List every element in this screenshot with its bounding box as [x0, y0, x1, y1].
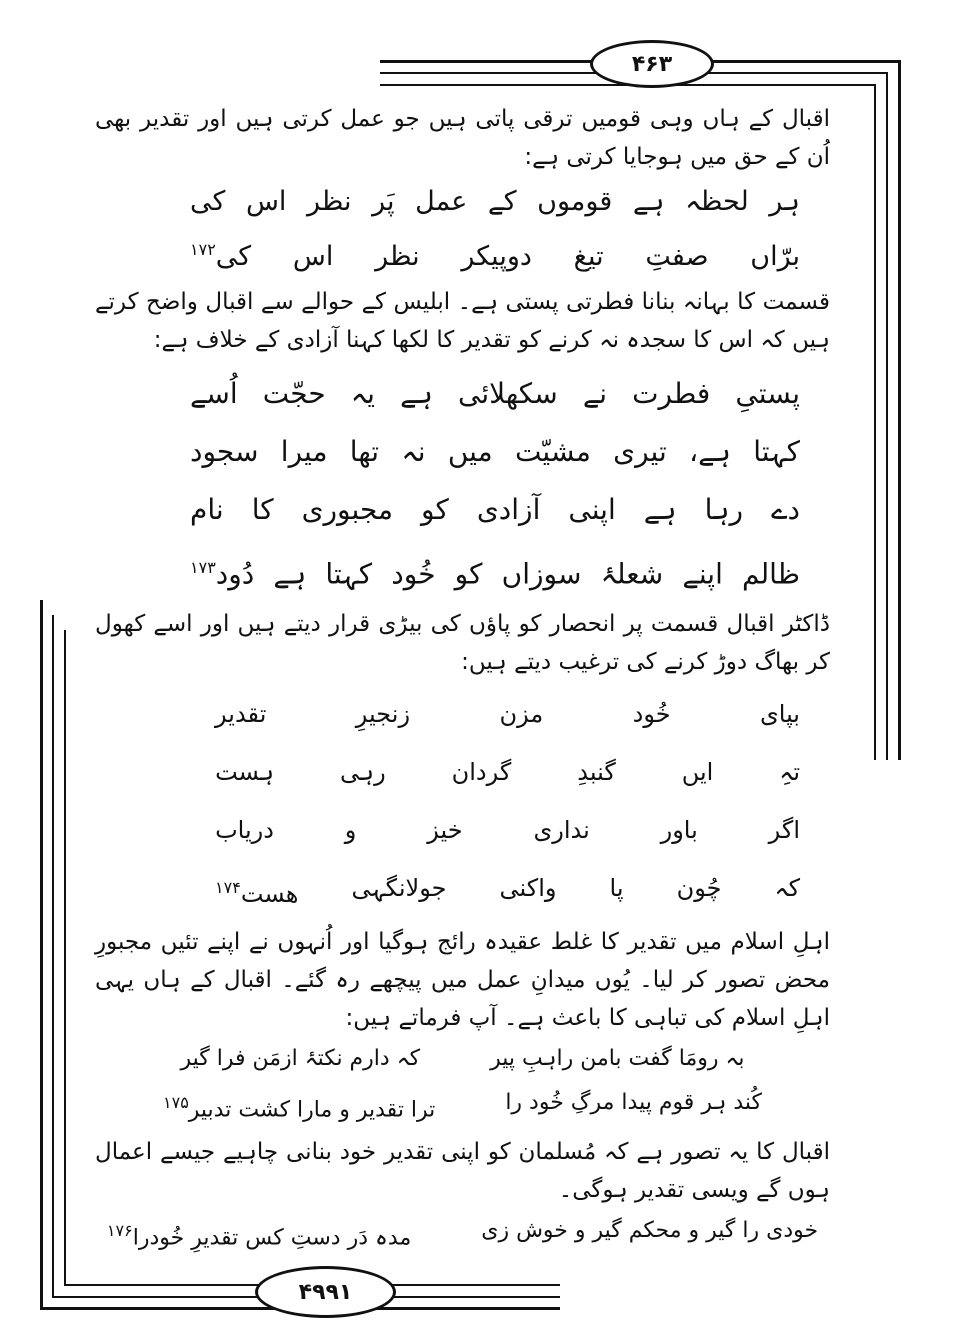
footnote-ref: ۱۷۲	[190, 240, 216, 259]
verse-line: ہر لحظہ ہے قوموں کے عمل پَر نظر اس کی	[190, 186, 800, 217]
verse-couplet: بہ رومَا گفت بامن راہبِ پیر کہ دارم نکتۂ ازمَن فرا گیر	[180, 1046, 745, 1072]
verse-couplet: خودی را گیر و محکم گیر و خوش زی مدہ دَر دستِ کس تقدیرِ خُودرا$^{۱۷۶}$	[106, 1217, 819, 1250]
verse-row: اگر باور نداری خیز و دریاب	[215, 816, 800, 845]
footnote-ref: ۱۷۴	[215, 878, 241, 898]
verse-row: تہِ ایں گنبدِ گردان رہی ہست	[215, 758, 800, 787]
verse-line: دے رہا ہے اپنی آزادی کو مجبوری کا نام	[190, 493, 800, 526]
paragraph-5: اقبال کا یہ تصور ہے کہ مُسلمان کو اپنی تقدیر خود بنانی چاہیے جیسے اعمال ہوں گے ویسی تقدیر ہوگی۔	[95, 1138, 830, 1203]
footnote-ref: ۱۷۳	[190, 558, 216, 577]
verse-block-5	[95, 1209, 830, 1260]
bottom-page-number: ۴۹۹۱	[255, 1266, 396, 1318]
verse-block-2	[95, 367, 830, 601]
footnote-ref: ۱۷۶	[106, 1220, 133, 1240]
verse-couplet: کُند ہر قوم پیدا مرگِ خُود را ترا تقدیر و مارا کشت تدبیر$^{۱۷۵}$	[163, 1090, 762, 1123]
main-content	[95, 100, 830, 1260]
paragraph-1: اقبال کے ہاں وہی قومیں ترقی پاتی ہیں جو عمل کرتی ہیں اور تقدیر بھی اُن کے حق میں ہوجایا کرتی ہے:	[95, 106, 830, 170]
top-page-number: ۴۶۳	[590, 40, 714, 88]
paragraph-4: اہلِ اسلام میں تقدیر کا غلط عقیدہ رائج ہوگیا اور اُنہوں نے اپنے تئیں مجبورِ محض تصور کر لیا۔ یُوں میدانِ عمل میں پیچھے رہ گئے۔ اقبال کے ہاں یہی اہلِ اسلام کی تباہی کا باعث ہے۔ آپ فرماتے ہیں:	[95, 929, 830, 1032]
paragraph-3: ڈاکٹر اقبال قسمت پر انحصار کو پاؤں کی بیڑی قرار دیتے ہیں اور اسے کھول کر بھاگ دوڑ کرنے کی ترغیب دیتے ہیں:	[95, 611, 830, 676]
verse-line: برّاں صفتِ تیغ دوپیکر نظر اس کی$^{۱۷۲}$	[190, 240, 800, 272]
verse-row: بپای خُود مزن زنجیرِ تقدیر	[215, 700, 800, 729]
verse-block-4	[95, 1037, 830, 1132]
verse-block-3	[95, 685, 830, 923]
paragraph-2: قسمت کا بہانہ بنانا فطرتی پستی ہے۔ ابلیس کے حوالے سے اقبال واضح کرتے ہیں کہ اس کا سجدہ نہ کرنے کو تقدیر کا لکھا کہنا آزادی کے خلاف ہے:	[95, 289, 830, 353]
verse-line: ظالم اپنے شعلۂ سوزاں کو خُود کہتا ہے دُود$^{۱۷۳}$	[190, 557, 800, 591]
verse-line: کہتا ہے، تیری مشیّت میں نہ تھا میرا سجود	[190, 435, 800, 468]
footnote-ref: ۱۷۵	[163, 1093, 189, 1113]
verse-block-1	[95, 180, 830, 279]
verse-line: پستیِ فطرت نے سکھلائی ہے یہ حجّت اُسے	[190, 377, 800, 410]
verse-row: کہ چُون پا واکنی جولانگہی هست$^{۱۷۴}$	[215, 874, 800, 909]
